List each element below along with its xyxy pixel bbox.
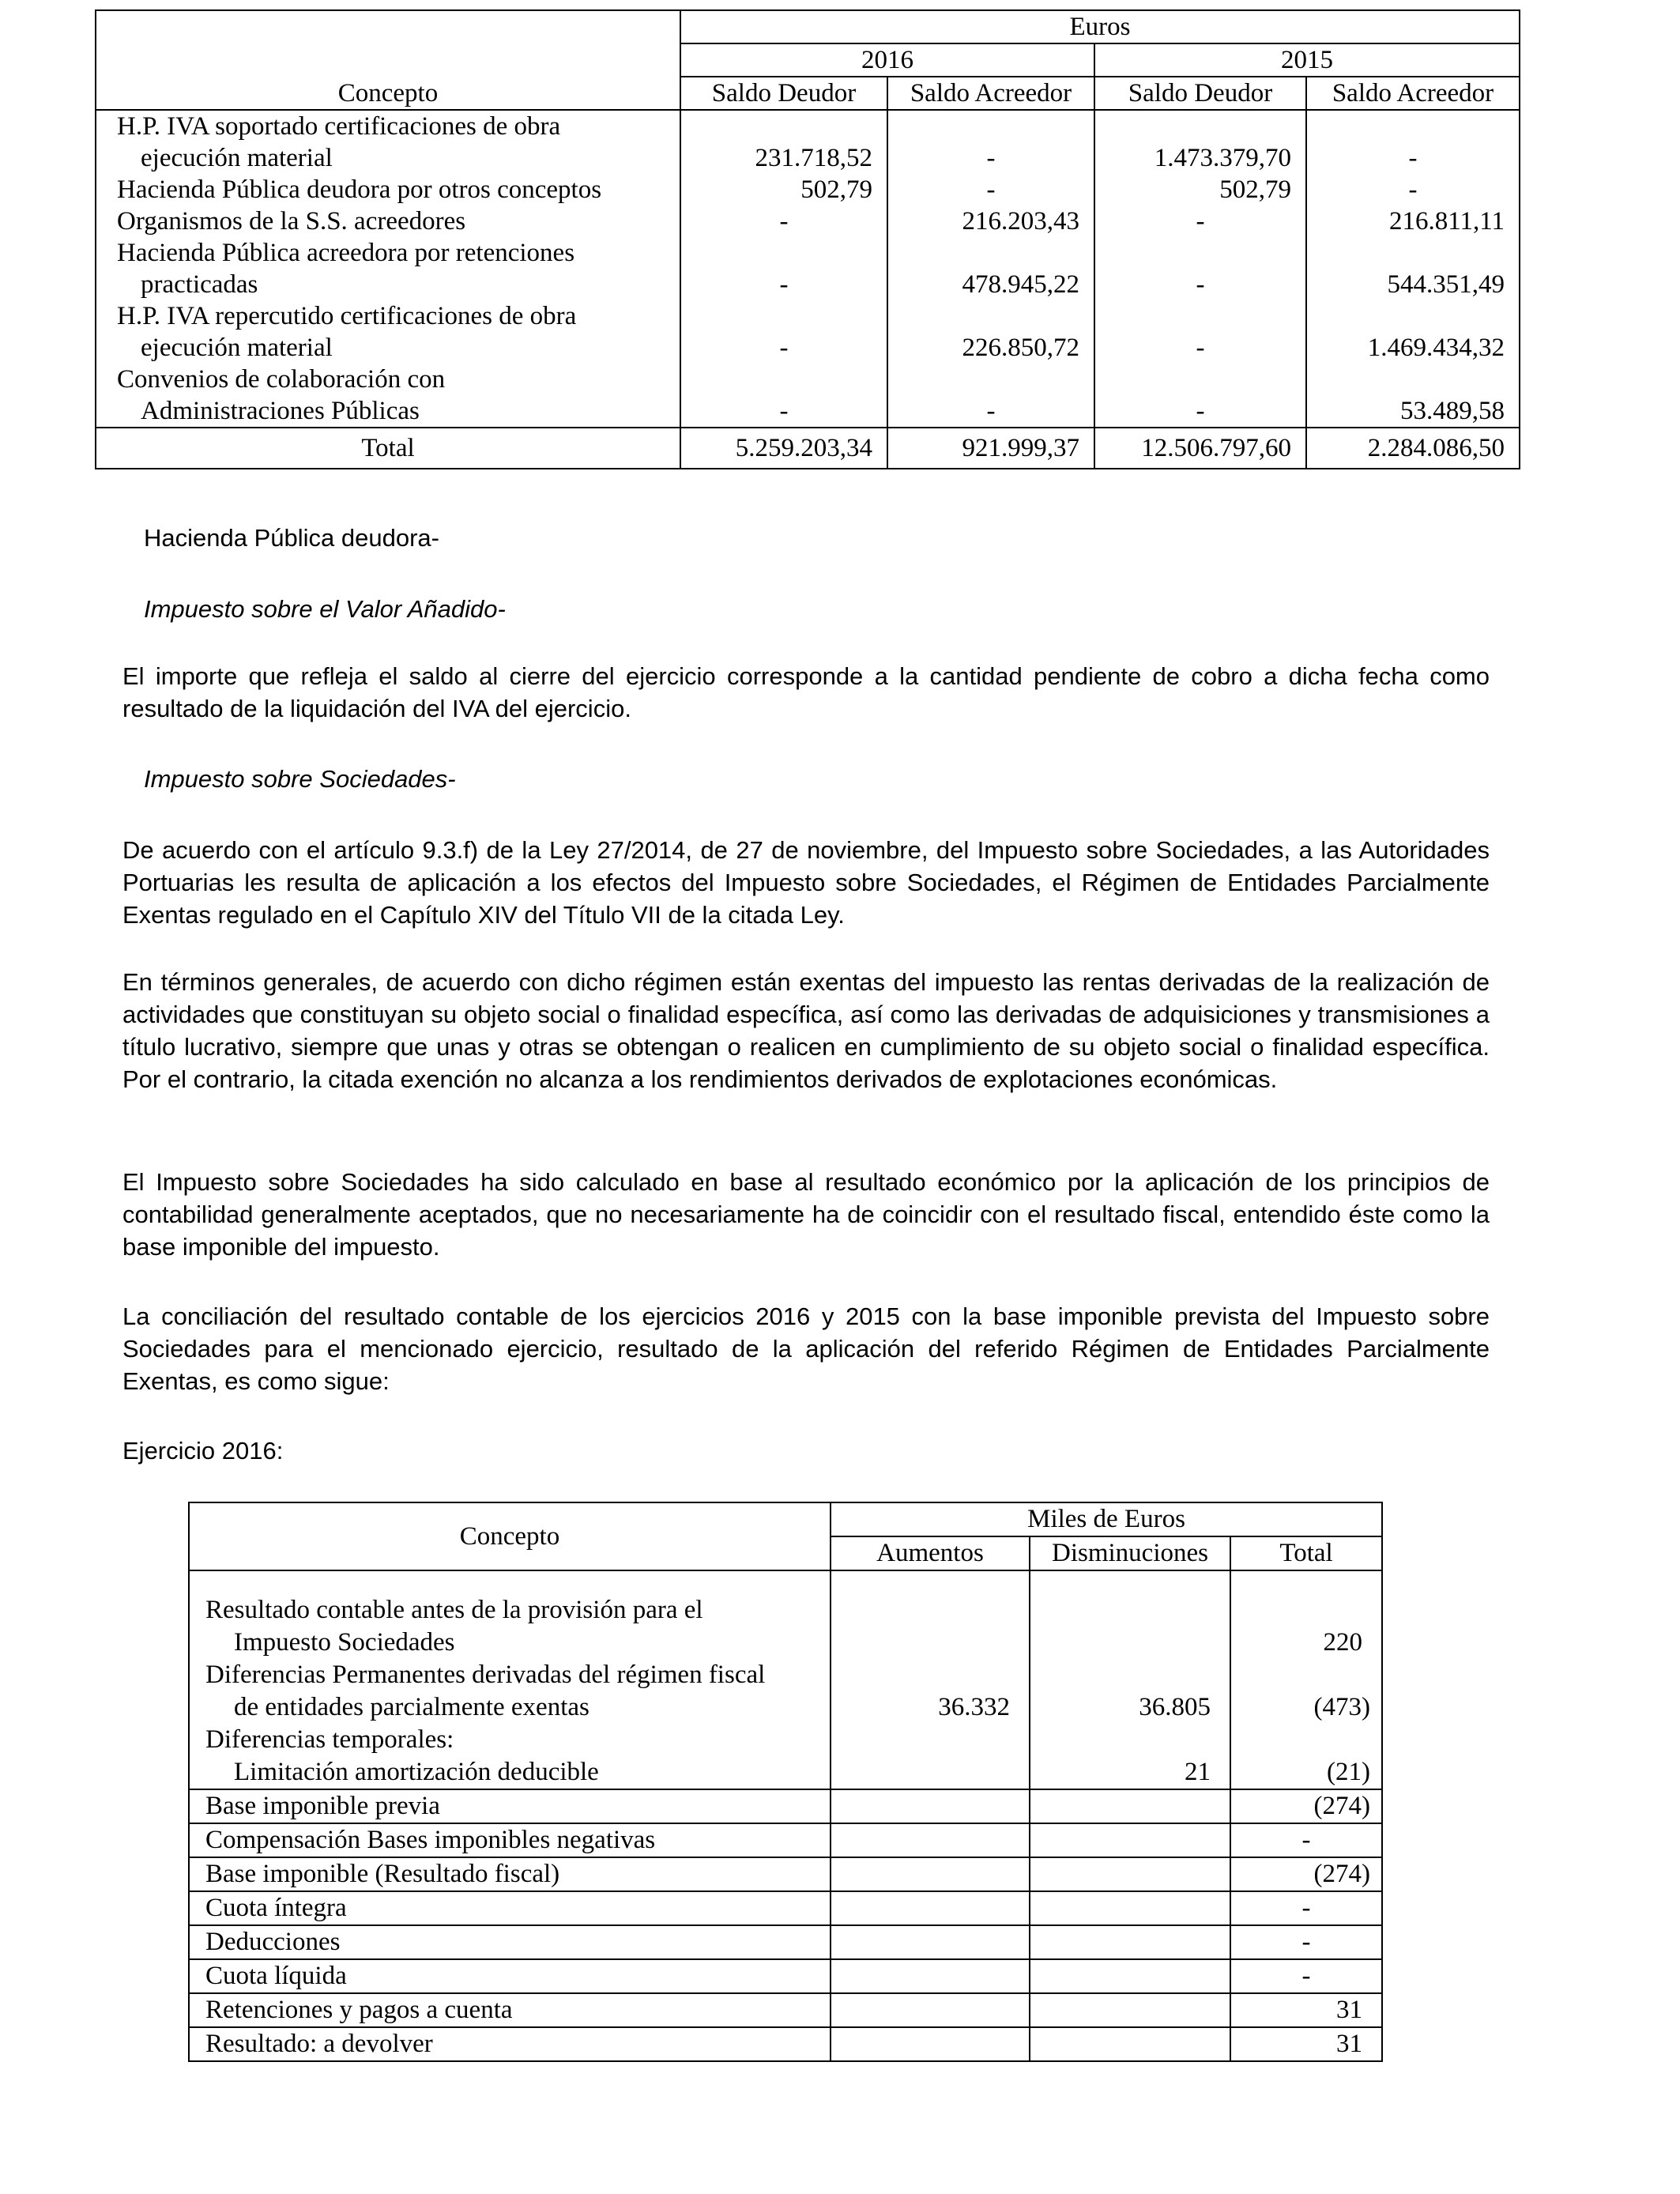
table-row: Cuota íntegra - (189, 1891, 1382, 1925)
balances-table (95, 9, 1520, 469)
header-deudor-2015: Saldo Deudor (1094, 77, 1306, 110)
table-row: Organismos de la S.S. acreedores - 216.203,43 - 216.811,11 (96, 205, 1520, 237)
header-concept: Concepto (96, 77, 680, 110)
table-row: Limitación amortización deducible 21 (21) (189, 1756, 1382, 1789)
table-row: ejecución material 231.718,52 - 1.473.379,70 - (96, 142, 1520, 174)
table-row: de entidades parcialmente exentas 36.332 36.805 (473) (189, 1691, 1382, 1724)
table-row: Convenios de colaboración con (96, 364, 1520, 395)
heading-hacienda-deudora: Hacienda Pública deudora- (144, 524, 439, 552)
table-row: practicadas - 478.945,22 - 544.351,49 (96, 269, 1520, 300)
table-row: H.P. IVA soportado certificaciones de obra (96, 110, 1520, 142)
table-row: Cuota líquida - (189, 1959, 1382, 1993)
tax-reconciliation-table (188, 1502, 1383, 2062)
paragraph-regimen: En términos generales, de acuerdo con dicho régimen están exentas del impuesto las rentas derivadas de la realización de actividades que constituyan su objeto social o finalidad específica, así como las derivadas de adquisiciones y transmisiones a título lucrativo, siempre que unas y otras se obtengan o realicen en cumplimiento de su objeto social o finalidad específica. Por el contrario, la citada exención no alcanza a los rendimientos derivados de explotaciones económicas. (122, 968, 1490, 1093)
table-row: Resultado contable antes de la provisión para el (189, 1594, 1382, 1627)
table-row: Hacienda Pública acreedora por retenciones (96, 237, 1520, 269)
paragraph-ley: De acuerdo con el artículo 9.3.f) de la Ley 27/2014, de 27 de noviembre, del Impuesto sobre Sociedades, a las Autoridades Portuarias les resulta de aplicación a los efectos del Impuesto sobre Sociedades, el Régimen de Entidades Parcialmente Exentas regulado en el Capítulo XIV del Título VII de la citada Ley. (122, 836, 1490, 929)
table-row: Base imponible (Resultado fiscal) (274) (189, 1857, 1382, 1891)
header-year-2015: 2015 (1094, 43, 1520, 77)
header-acreedor-2016: Saldo Acreedor (887, 77, 1094, 110)
header-currency: Euros (680, 10, 1520, 43)
table-row: Administraciones Públicas - - - 53.489,58 (96, 395, 1520, 428)
paragraph-iva: El importe que refleja el saldo al cierre del ejercicio corresponde a la cantidad pendiente de cobro a dicha fecha como resultado de la liquidación del IVA del ejercicio. (122, 662, 1490, 722)
table-row: Base imponible previa (274) (189, 1789, 1382, 1823)
table-row: Hacienda Pública deudora por otros conceptos 502,79 - 502,79 - (96, 174, 1520, 205)
table-row: Impuesto Sociedades 220 (189, 1627, 1382, 1659)
paragraph-calculo: El Impuesto sobre Sociedades ha sido calculado en base al resultado económico por la aplicación de los principios de contabilidad generalmente aceptados, que no necesariamente ha de coincidir con el resultado fiscal, entendido éste como la base imponible del impuesto. (122, 1168, 1490, 1261)
total-label: Total (96, 428, 680, 469)
total-row: Total 5.259.203,34 921.999,37 12.506.797,60 2.284.086,50 (96, 428, 1520, 469)
header-blank (96, 10, 680, 43)
heading-iva: Impuesto sobre el Valor Añadido- (144, 595, 506, 623)
table-row: Resultado: a devolver 31 (189, 2027, 1382, 2061)
header-currency: Miles de Euros (831, 1502, 1382, 1536)
header-disminuciones: Disminuciones (1030, 1536, 1230, 1570)
header-total: Total (1230, 1536, 1382, 1570)
heading-ejercicio: Ejercicio 2016: (122, 1437, 284, 1465)
table-row: Compensación Bases imponibles negativas - (189, 1823, 1382, 1857)
header-aumentos: Aumentos (831, 1536, 1030, 1570)
header-year-2016: 2016 (680, 43, 1094, 77)
paragraph-conciliacion: La conciliación del resultado contable de los ejercicios 2016 y 2015 con la base imponible prevista del Impuesto sobre Sociedades para el mencionado ejercicio, resultado de la aplicación del referido Régimen de Entidades Parcialmente Exentas, es como sigue: (122, 1302, 1490, 1395)
header-concept: Concepto (189, 1502, 831, 1570)
heading-sociedades: Impuesto sobre Sociedades- (144, 765, 456, 793)
table-row: Deducciones - (189, 1925, 1382, 1959)
header-acreedor-2015: Saldo Acreedor (1306, 77, 1520, 110)
table-row: ejecución material - 226.850,72 - 1.469.434,32 (96, 332, 1520, 364)
table-row: H.P. IVA repercutido certificaciones de obra (96, 300, 1520, 332)
table-row: Diferencias Permanentes derivadas del régimen fiscal (189, 1659, 1382, 1691)
table-row: Retenciones y pagos a cuenta 31 (189, 1993, 1382, 2027)
header-deudor-2016: Saldo Deudor (680, 77, 887, 110)
table-row: Diferencias temporales: (189, 1724, 1382, 1756)
